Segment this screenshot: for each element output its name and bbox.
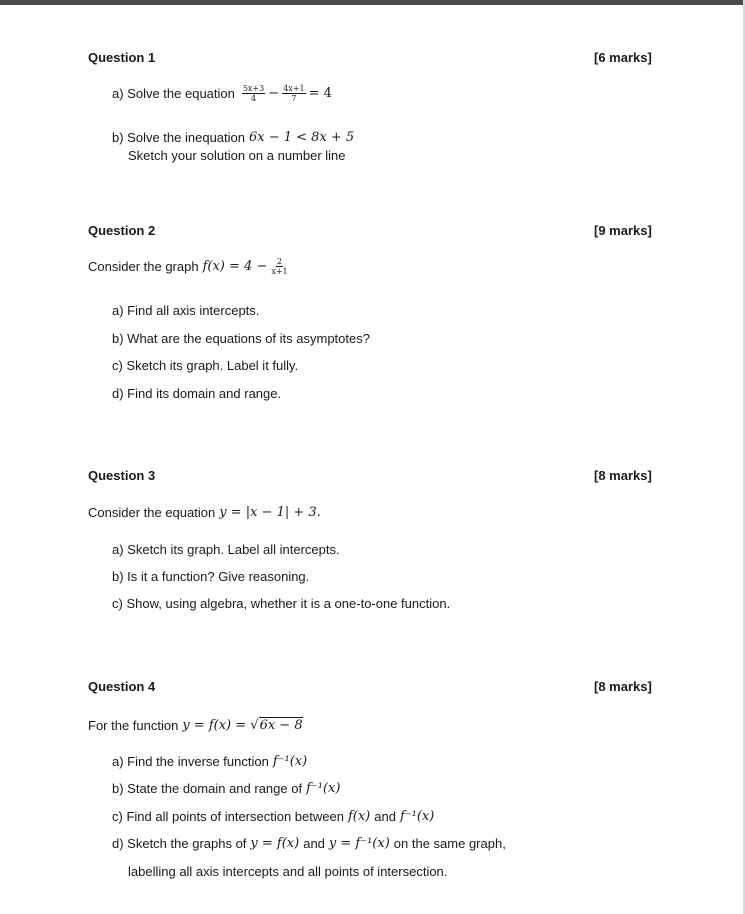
- q4-part-b-math: f⁻¹(x): [306, 781, 341, 796]
- q1-inequation: 6x − 1 < 8x + 5: [248, 130, 355, 145]
- q1-fraction-2: [282, 84, 305, 103]
- q4-part-a-math: f⁻¹(x): [272, 754, 308, 769]
- q2-part-d: d) Find its domain and range.: [112, 386, 282, 401]
- question-1-title: Question 1: [88, 50, 156, 65]
- q4-part-d-label: d) Sketch the graphs of: [112, 836, 247, 851]
- q2-intro: [88, 257, 292, 276]
- q4-part-d-math2: y = f⁻¹(x): [328, 836, 390, 851]
- question-2-title: Question 2: [88, 223, 156, 238]
- q4-part-d: [112, 836, 506, 851]
- q1-minus: −: [268, 86, 280, 101]
- question-4-title: Question 4: [88, 679, 156, 694]
- question-2-marks: [9 marks]: [594, 223, 652, 238]
- q4-intro-text: For the function: [88, 717, 179, 733]
- q4-part-d-line2: labelling all axis intercepts and all points of intersection.: [128, 864, 448, 879]
- q4-part-b: [112, 781, 340, 796]
- q3-part-b: b) Is it a function? Give reasoning.: [112, 569, 310, 584]
- q1-part-b-label: b) Solve the inequation: [112, 130, 245, 145]
- q3-part-a: a) Sketch its graph. Label all intercepts.: [112, 542, 340, 557]
- q1-part-b: [112, 130, 354, 145]
- q4-part-d-tail: on the same graph,: [393, 836, 506, 851]
- q2-part-a: a) Find all axis intercepts.: [112, 303, 260, 318]
- q1-part-a-label: a) Solve the equation: [112, 86, 235, 101]
- q2-function: f(x) = 4 −: [202, 259, 268, 274]
- q4-part-c-and: and: [374, 809, 396, 824]
- q1-fraction-1: [242, 84, 265, 103]
- q2-part-b: b) What are the equations of its asymptotes?: [112, 331, 370, 346]
- q3-intro-text: Consider the equation: [88, 505, 216, 520]
- question-4-marks: [8 marks]: [594, 679, 652, 694]
- window-top-border: [0, 0, 745, 5]
- q2-frac-denominator: x+1: [271, 267, 288, 276]
- q4-intro: [88, 717, 303, 733]
- question-3-marks: [8 marks]: [594, 468, 652, 483]
- q4-part-a: [112, 754, 307, 769]
- q1-part-a: [112, 84, 332, 103]
- q4-part-c-math1: f(x): [347, 809, 371, 824]
- q4-part-c-math2: f⁻¹(x): [399, 809, 435, 824]
- question-1-marks: [6 marks]: [594, 50, 652, 65]
- q2-fraction: [270, 257, 288, 276]
- q2-intro-text: Consider the graph: [88, 259, 199, 274]
- q1-part-b-line2: Sketch your solution on a number line: [128, 148, 346, 163]
- q1-frac2-numerator: 4x+1: [283, 84, 305, 93]
- q4-part-d-math1: y = f(x): [250, 836, 300, 851]
- q3-equation: y = |x − 1| + 3.: [219, 505, 321, 520]
- q4-part-b-label: b) State the domain and range of: [112, 781, 303, 796]
- q2-part-c: c) Sketch its graph. Label it fully.: [112, 358, 299, 373]
- q4-part-d-and: and: [303, 836, 325, 851]
- q4-part-c: [112, 809, 434, 824]
- q1-frac1-numerator: 5x+3: [242, 84, 265, 93]
- q1-frac2-denominator: 7: [291, 94, 297, 103]
- q1-rhs: = 4: [308, 86, 332, 101]
- q3-intro: [88, 505, 321, 520]
- question-3-title: Question 3: [88, 468, 156, 483]
- q3-part-c: c) Show, using algebra, whether it is a one-to-one function.: [112, 596, 451, 611]
- q4-part-a-label: a) Find the inverse function: [112, 754, 269, 769]
- q4-part-c-label: c) Find all points of intersection between: [112, 809, 344, 824]
- q4-function: y = f(x) = √: [182, 717, 259, 733]
- q2-frac-numerator: 2: [276, 257, 283, 266]
- q4-radicand: 6x − 8: [259, 718, 303, 733]
- q1-frac1-denominator: 4: [251, 94, 257, 103]
